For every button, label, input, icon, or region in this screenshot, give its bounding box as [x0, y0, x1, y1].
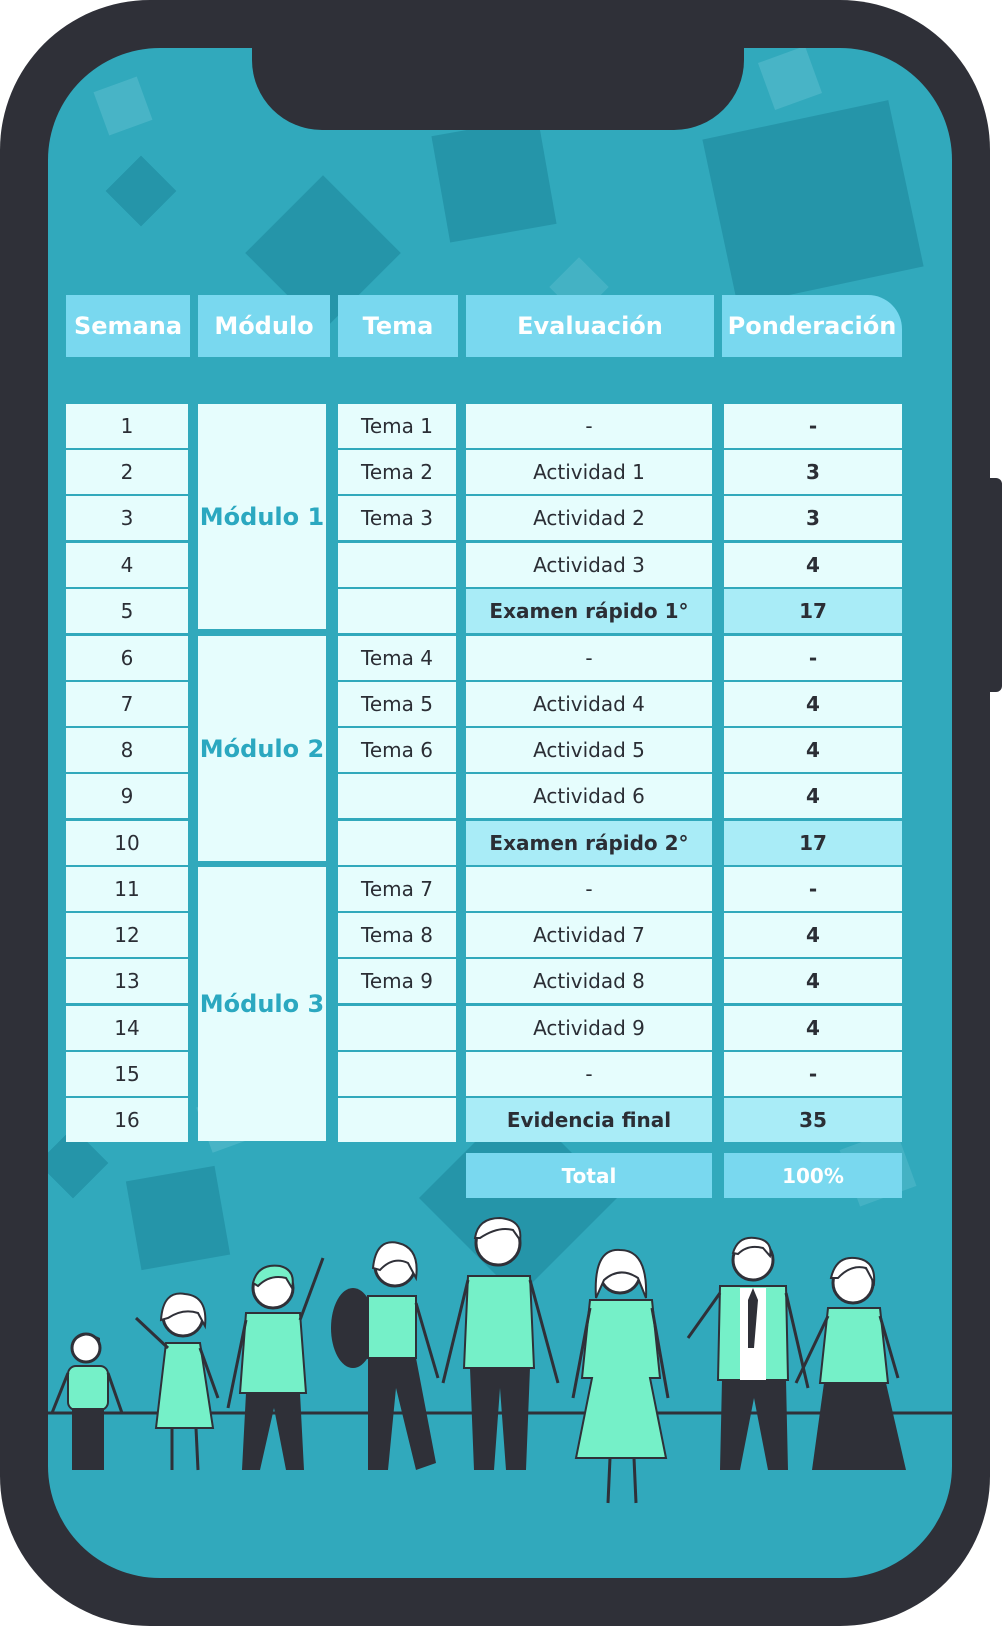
- weight-cell: 35: [724, 1098, 902, 1142]
- weight-cell: 17: [724, 821, 902, 865]
- header-evaluacion: Evaluación: [466, 295, 714, 357]
- person-man-icon: [443, 1218, 558, 1470]
- evaluation-cell: Actividad 4: [466, 682, 712, 726]
- weight-cell: -: [724, 636, 902, 680]
- week-cell: 2: [66, 450, 188, 494]
- weight-cell: 17: [724, 589, 902, 633]
- person-student-icon: [331, 1242, 438, 1470]
- weight-cell: 4: [724, 774, 902, 818]
- topic-cell: Tema 2: [338, 450, 456, 494]
- topic-cell: Tema 5: [338, 682, 456, 726]
- weight-cell: 4: [724, 682, 902, 726]
- week-cell: 10: [66, 821, 188, 865]
- weight-cell: 4: [724, 959, 902, 1003]
- weight-cell: -: [724, 404, 902, 448]
- weight-cell: 4: [724, 1006, 902, 1050]
- weight-cell: -: [724, 867, 902, 911]
- module-cell: Módulo 3: [198, 867, 326, 1141]
- weight-cell: -: [724, 1052, 902, 1096]
- evaluation-cell: Actividad 1: [466, 450, 712, 494]
- weight-cell: 4: [724, 543, 902, 587]
- week-cell: 6: [66, 636, 188, 680]
- evaluation-cell: -: [466, 404, 712, 448]
- weight-cell: 4: [724, 728, 902, 772]
- header-ponderacion: Ponderación: [722, 295, 902, 357]
- evaluation-cell: Actividad 6: [466, 774, 712, 818]
- topic-cell: Tema 8: [338, 913, 456, 957]
- weight-cell: 4: [724, 913, 902, 957]
- week-cell: 8: [66, 728, 188, 772]
- week-cell: 4: [66, 543, 188, 587]
- topic-cell: Tema 4: [338, 636, 456, 680]
- person-woman-icon: [573, 1250, 668, 1503]
- phone-screen: [48, 48, 952, 1578]
- evaluation-cell: Examen rápido 1°: [466, 589, 712, 633]
- weight-cell: 3: [724, 496, 902, 540]
- evaluation-cell: Examen rápido 2°: [466, 821, 712, 865]
- header-tema: Tema: [338, 295, 458, 357]
- phone-notch: [252, 46, 744, 130]
- topic-cell: Tema 7: [338, 867, 456, 911]
- evaluation-cell: Evidencia final: [466, 1098, 712, 1142]
- topic-cell: Tema 3: [338, 496, 456, 540]
- module-cell: Módulo 1: [198, 404, 326, 629]
- week-cell: 16: [66, 1098, 188, 1142]
- topic-cell: [338, 589, 456, 633]
- phone-side-button: [988, 478, 1002, 692]
- week-cell: 5: [66, 589, 188, 633]
- person-child-icon: [52, 1334, 122, 1470]
- week-cell: 3: [66, 496, 188, 540]
- week-cell: 13: [66, 959, 188, 1003]
- evaluation-cell: Actividad 9: [466, 1006, 712, 1050]
- week-cell: 9: [66, 774, 188, 818]
- evaluation-cell: Actividad 7: [466, 913, 712, 957]
- topic-cell: Tema 1: [338, 404, 456, 448]
- total-value: 100%: [724, 1153, 902, 1198]
- evaluation-cell: -: [466, 636, 712, 680]
- header-semana: Semana: [66, 295, 190, 357]
- weight-cell: 3: [724, 450, 902, 494]
- evaluation-cell: Actividad 3: [466, 543, 712, 587]
- week-cell: 7: [66, 682, 188, 726]
- person-girl-icon: [136, 1294, 218, 1470]
- topic-cell: [338, 1006, 456, 1050]
- week-cell: 12: [66, 913, 188, 957]
- header-modulo: Módulo: [198, 295, 330, 357]
- topic-cell: [338, 774, 456, 818]
- person-grandmother-icon: [796, 1258, 906, 1470]
- person-businessman-icon: [688, 1238, 808, 1470]
- topic-cell: [338, 543, 456, 587]
- person-teen-icon: [228, 1258, 323, 1470]
- evaluation-cell: Actividad 8: [466, 959, 712, 1003]
- week-cell: 11: [66, 867, 188, 911]
- topic-cell: Tema 6: [338, 728, 456, 772]
- topic-cell: Tema 9: [338, 959, 456, 1003]
- week-cell: 1: [66, 404, 188, 448]
- week-cell: 14: [66, 1006, 188, 1050]
- people-illustration: [48, 1208, 952, 1578]
- evaluation-cell: Actividad 2: [466, 496, 712, 540]
- evaluation-cell: -: [466, 867, 712, 911]
- evaluation-cell: Actividad 5: [466, 728, 712, 772]
- week-cell: 15: [66, 1052, 188, 1096]
- topic-cell: [338, 1098, 456, 1142]
- module-cell: Módulo 2: [198, 636, 326, 861]
- evaluation-cell: -: [466, 1052, 712, 1096]
- topic-cell: [338, 821, 456, 865]
- topic-cell: [338, 1052, 456, 1096]
- total-label: Total: [466, 1153, 712, 1198]
